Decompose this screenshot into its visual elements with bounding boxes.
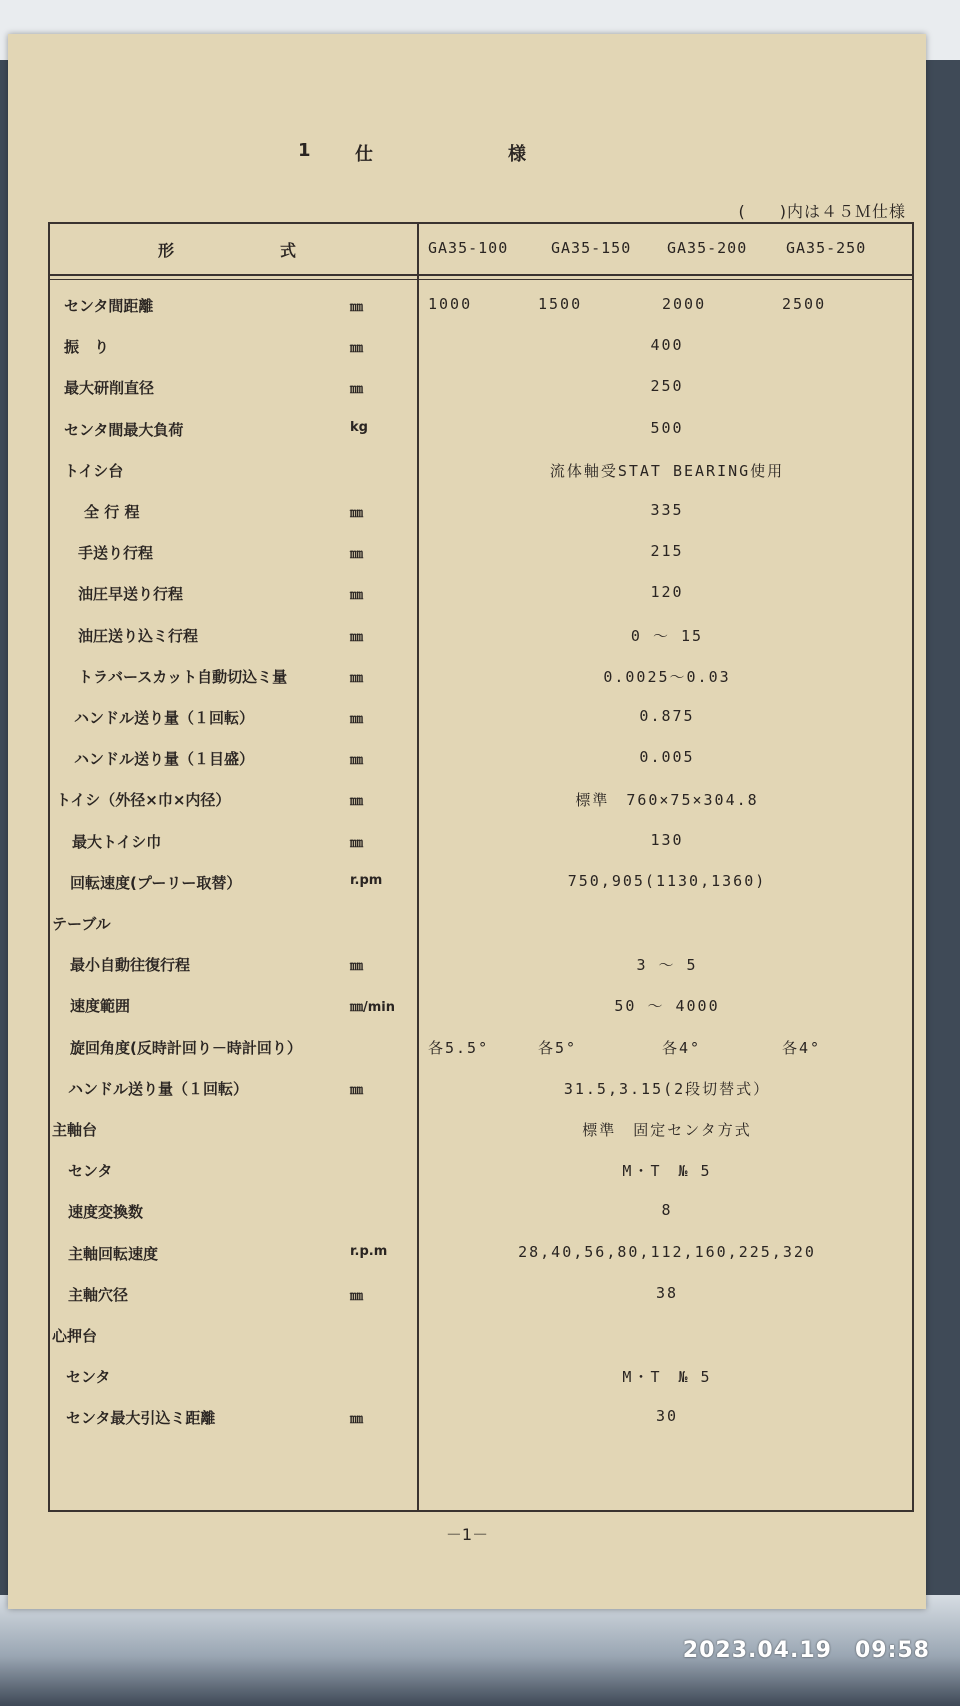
spec-row xyxy=(50,617,916,657)
header-type-label xyxy=(50,224,417,274)
spec-label: 心押台 xyxy=(52,1327,98,1345)
spec-unit: r.pm xyxy=(350,872,383,888)
spec-label: 最大トイシ巾 xyxy=(72,832,162,851)
spec-value: 各5° xyxy=(538,1038,578,1057)
spec-row xyxy=(50,1235,916,1275)
title-char-1: 仕 xyxy=(355,144,373,165)
spec-label: センタ xyxy=(68,1162,113,1181)
spec-unit: ㎜ xyxy=(350,382,364,398)
spec-label: 振 り xyxy=(64,338,110,357)
spec-label: ハンドル送り量（１目盛） xyxy=(74,750,255,769)
spec-value: 28,40,56,80,112,160,225,320 xyxy=(518,1242,816,1261)
spec-row xyxy=(50,1193,916,1233)
spec-label: 油圧早送り行程 xyxy=(78,585,184,604)
spec-row xyxy=(50,781,916,821)
spec-row xyxy=(50,864,916,904)
spec-value: 335 xyxy=(650,501,684,519)
spec-value: 750,905(1130,1360) xyxy=(567,871,767,890)
spec-row xyxy=(50,1152,916,1192)
spec-table xyxy=(48,222,914,1512)
spec-value: 標準 固定センタ方式 xyxy=(582,1121,752,1139)
spec-label: テーブル xyxy=(52,915,111,933)
spec-value: 1000 xyxy=(428,295,473,313)
model-header: GA35-150 xyxy=(551,239,632,257)
model-header: GA35-200 xyxy=(667,239,748,257)
spec-row xyxy=(50,575,916,615)
spec-row xyxy=(50,823,916,863)
spec-value: M・T № 5 xyxy=(622,1162,712,1181)
spec-row xyxy=(50,1317,916,1357)
spec-value: 0.875 xyxy=(639,707,695,725)
spec-row xyxy=(50,493,916,533)
spec-label: 手送り行程 xyxy=(78,544,154,563)
model-header: GA35-250 xyxy=(786,239,867,257)
spec-row xyxy=(50,905,916,945)
spec-value: 各4° xyxy=(782,1038,822,1057)
spec-label: トイシ台 xyxy=(64,461,124,480)
spec-row xyxy=(50,1276,916,1316)
spec-note: ( )内は４５Ｍ仕様 xyxy=(738,202,906,221)
header-divider xyxy=(50,274,912,276)
spec-unit: ㎜ xyxy=(350,959,364,975)
spec-label: 旋回角度(反時計回り－時計回り） xyxy=(70,1038,302,1057)
spec-unit: ㎜ xyxy=(350,712,364,727)
spec-row xyxy=(50,411,916,451)
spec-row xyxy=(50,1111,916,1151)
spec-label: トイシ（外径×巾×内径） xyxy=(56,791,231,810)
spec-unit: ㎜ xyxy=(350,1412,364,1428)
spec-unit: ㎜ xyxy=(350,1082,364,1098)
spec-value: 3 ～ 5 xyxy=(636,956,698,975)
spec-row xyxy=(50,452,916,492)
spec-unit: ㎜ xyxy=(350,300,364,315)
spec-row xyxy=(50,740,916,780)
spec-row xyxy=(50,328,916,368)
spec-row xyxy=(50,1029,916,1069)
spec-value: M・T № 5 xyxy=(622,1368,712,1387)
spec-label: 主軸穴径 xyxy=(68,1285,129,1304)
spec-label: ハンドル送り量（１回転） xyxy=(74,709,255,727)
spec-label: センタ間最大負荷 xyxy=(64,420,184,439)
spec-row xyxy=(50,1070,916,1110)
spec-label: 回転速度(プーリー取替） xyxy=(70,873,242,892)
spec-unit: ㎜ xyxy=(350,341,364,357)
spec-unit: ㎜ xyxy=(350,629,364,645)
document-page xyxy=(8,34,926,1609)
spec-value: 2500 xyxy=(782,295,827,313)
spec-unit: kg xyxy=(350,419,368,435)
spec-label: 油圧送り込ミ行程 xyxy=(78,626,199,645)
model-header: GA35-100 xyxy=(428,239,509,257)
header-char-2: 式 xyxy=(280,241,297,260)
spec-label: 全 行 程 xyxy=(84,503,140,521)
spec-value: 30 xyxy=(655,1407,679,1426)
spec-row xyxy=(50,534,916,574)
spec-value: 250 xyxy=(650,377,684,396)
spec-value: 各4° xyxy=(662,1038,702,1057)
spec-unit: ㎜ xyxy=(350,588,364,604)
spec-label: ハンドル送り量（１回転） xyxy=(68,1079,249,1098)
header-divider-double xyxy=(50,279,912,280)
spec-value: 8 xyxy=(661,1201,673,1220)
spec-value: 31.5,3.15(2段切替式） xyxy=(563,1079,771,1098)
spec-unit: ㎜ xyxy=(350,1288,364,1304)
spec-unit: ㎜ xyxy=(350,547,364,563)
title-char-2: 様 xyxy=(508,144,526,165)
page-number: －1－ xyxy=(445,1525,489,1544)
spec-row xyxy=(50,1358,916,1398)
spec-value: 0.0025～0.03 xyxy=(603,667,731,686)
spec-value: 215 xyxy=(650,542,684,561)
spec-label: トラバースカット自動切込ミ量 xyxy=(78,667,288,686)
spec-value: 500 xyxy=(650,418,684,437)
spec-unit: ㎜ xyxy=(350,835,364,851)
spec-label: センタ xyxy=(66,1368,111,1387)
spec-value: 0 ～ 15 xyxy=(630,626,704,645)
spec-value: 0.005 xyxy=(639,748,695,767)
spec-value: 流体軸受STAT BEARING使用 xyxy=(549,461,785,480)
spec-label: 主軸回転速度 xyxy=(68,1244,159,1263)
spec-label: 最大研削直径 xyxy=(64,379,155,398)
title-number: 1 xyxy=(298,140,311,161)
spec-row xyxy=(50,658,916,698)
spec-value: 38 xyxy=(655,1283,679,1302)
spec-value: 標準 760×75×304.8 xyxy=(575,791,759,810)
spec-unit: ㎜ xyxy=(350,506,364,521)
spec-unit: r.p.m xyxy=(350,1243,388,1259)
spec-label: 速度範囲 xyxy=(70,997,131,1016)
spec-unit: ㎜ xyxy=(350,670,364,686)
spec-value: 130 xyxy=(650,830,684,849)
spec-unit: ㎜ xyxy=(350,753,364,769)
spec-label: センタ最大引込ミ距離 xyxy=(66,1409,216,1428)
header-char-1: 形 xyxy=(158,241,175,260)
spec-label: 最小自動往復行程 xyxy=(70,956,191,975)
spec-unit: ㎜/min xyxy=(350,1000,396,1016)
spec-value: 1500 xyxy=(538,295,583,313)
spec-label: センタ間距離 xyxy=(64,297,154,315)
spec-label: 速度変換数 xyxy=(68,1203,144,1222)
spec-label: 主軸台 xyxy=(52,1121,98,1139)
spec-value: 50 ～ 4000 xyxy=(614,997,720,1016)
spec-value: 120 xyxy=(650,583,684,602)
spec-row xyxy=(50,987,916,1027)
spec-value: 2000 xyxy=(662,295,707,313)
spec-row xyxy=(50,287,916,327)
spec-value: 各5.5° xyxy=(428,1038,490,1057)
spec-value: 400 xyxy=(650,336,684,355)
spec-unit: ㎜ xyxy=(350,794,364,810)
spec-row xyxy=(50,699,916,739)
spec-row xyxy=(50,946,916,986)
spec-row xyxy=(50,369,916,409)
spec-row xyxy=(50,1399,916,1439)
photo-timestamp: 2023.04.19 09:58 xyxy=(682,1638,930,1663)
